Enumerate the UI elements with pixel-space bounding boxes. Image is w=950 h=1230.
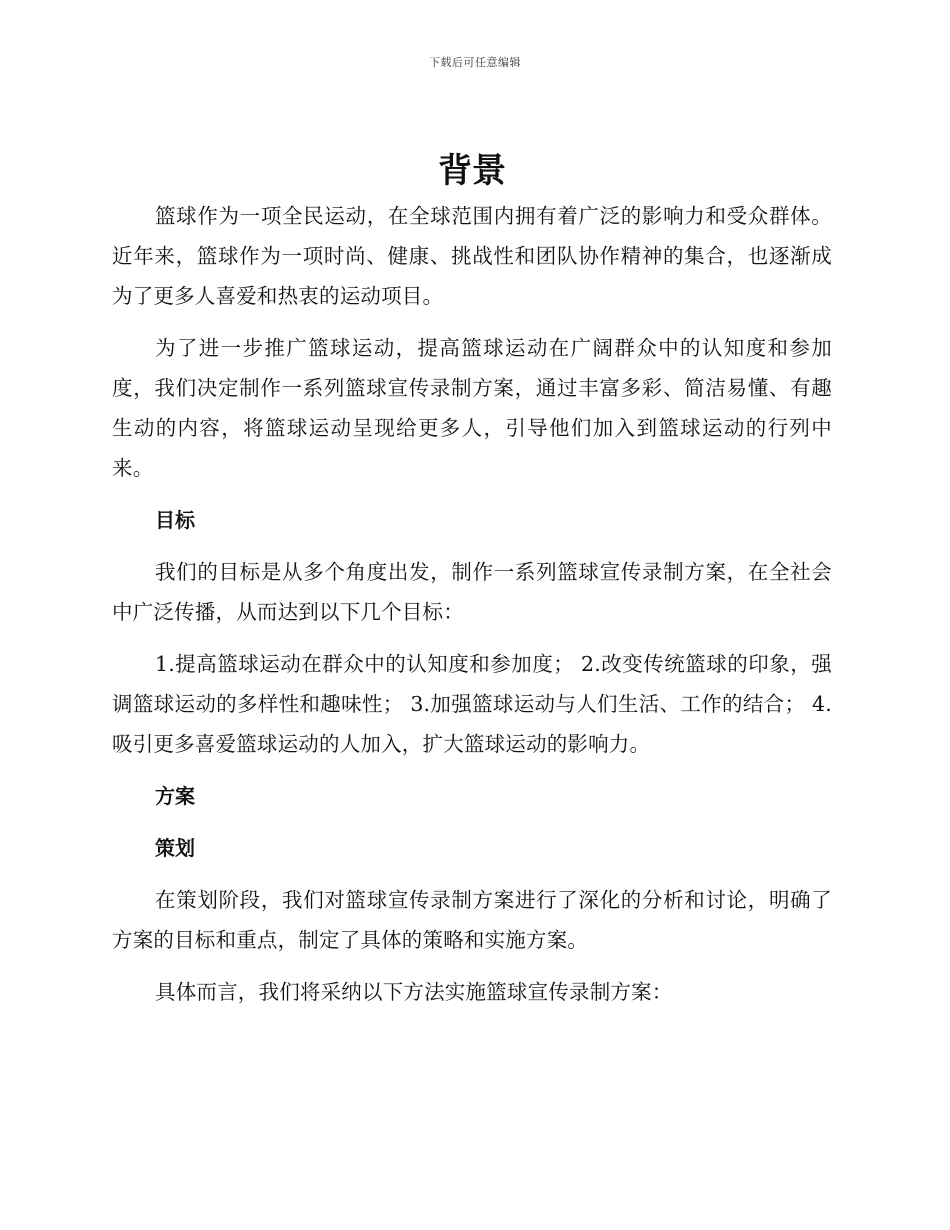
- document-title: 背景: [438, 151, 506, 191]
- paragraph-background-2: 为了进一步推广篮球运动，提高篮球运动在广阔群众中的认知度和参加度，我们决定制作一系列篮球宣传录制方案，通过丰富多彩、简洁易懂、有趣生动的内容，将篮球运动呈现给更多人，引导他们加入到篮球运动的行列中来。: [112, 336, 832, 480]
- section-heading-goals: 目标: [155, 508, 195, 532]
- paragraph-planning-2: 具体而言，我们将采纳以下方法实施篮球宣传录制方案：: [155, 980, 673, 1004]
- header-note: 下载后可任意编辑: [429, 56, 521, 69]
- paragraph-background-1: 篮球作为一项全民运动，在全球范围内拥有着广泛的影响力和受众群体。近年来，篮球作为一项时尚、健康、挑战性和团队协作精神的集合，也逐渐成为了更多人喜爱和热衷的运动项目。: [112, 204, 832, 308]
- paragraph-goals-1: 我们的目标是从多个角度出发，制作一系列篮球宣传录制方案，在全社会中广泛传播，从而达到以下几个目标：: [112, 560, 832, 624]
- document-body: [112, 146, 832, 1024]
- section-heading-planning: 策划: [155, 836, 195, 860]
- paragraph-planning-1: 在策划阶段，我们对篮球宣传录制方案进行了深化的分析和讨论，明确了方案的目标和重点，制定了具体的策略和实施方案。: [112, 888, 832, 952]
- section-heading-plan: 方案: [155, 784, 195, 808]
- paragraph-goals-2: 1.提高篮球运动在群众中的认知度和参加度； 2.改变传统篮球的印象，强调篮球运动的多样性和趣味性； 3.加强篮球运动与人们生活、工作的结合； 4.吸引更多喜爱篮球运动的人加入，扩大篮球运动的影响力。: [112, 652, 832, 756]
